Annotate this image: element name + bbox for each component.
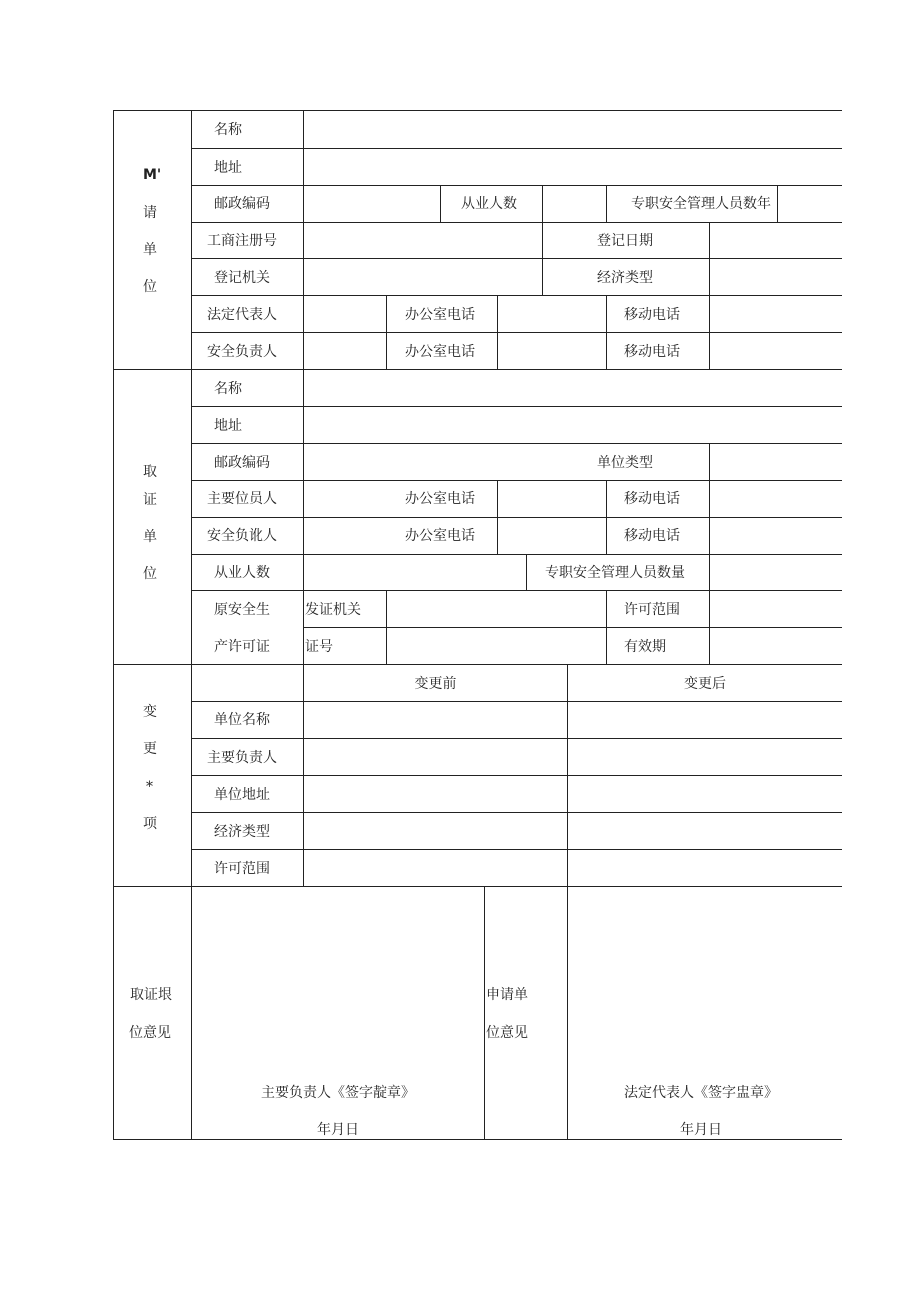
cert-unit-address-label: 地址 bbox=[214, 418, 242, 434]
cert-unit-staff-count-label: 从业人数 bbox=[214, 565, 270, 581]
cert-unit-opinion-label-2: 位意见 bbox=[129, 1025, 171, 1041]
applicant-safety-staff-years-label: 专职安全管理人员数年 bbox=[631, 196, 771, 212]
change-after-main-person[interactable] bbox=[568, 739, 842, 775]
rule bbox=[484, 886, 485, 1139]
cert-unit-mobile-2-value[interactable] bbox=[710, 518, 842, 554]
change-before-main-person[interactable] bbox=[304, 739, 567, 775]
applicant-office-phone-label: 办公室电话 bbox=[405, 307, 475, 323]
apply-unit-opinion-label-2: 位意见 bbox=[486, 1025, 528, 1041]
cert-unit-validity-label: 有效期 bbox=[624, 639, 666, 655]
rule bbox=[113, 1139, 842, 1140]
cert-unit-side-label-3: 单 bbox=[143, 529, 157, 545]
applicant-side-label-3: 单 bbox=[143, 242, 157, 258]
cert-unit-safety-staff-count-value[interactable] bbox=[710, 555, 842, 590]
cert-unit-mobile-label: 移动电话 bbox=[624, 491, 680, 507]
rule bbox=[113, 110, 114, 1140]
applicant-office-phone-2-label: 办公室电话 bbox=[405, 344, 475, 360]
cert-unit-date-label: 年月日 bbox=[317, 1122, 359, 1138]
legal-rep-signature-label: 法定代表人《签字盅章》 bbox=[624, 1085, 778, 1101]
applicant-economic-type-label: 经济类型 bbox=[597, 270, 653, 286]
applicant-name-value[interactable] bbox=[304, 111, 842, 148]
cert-unit-cert-no-value[interactable] bbox=[387, 628, 606, 664]
rule bbox=[606, 480, 607, 554]
cert-unit-cert-no-label: 证号 bbox=[305, 639, 333, 655]
applicant-side-label-4: 位 bbox=[143, 279, 157, 295]
cert-unit-permit-scope-value[interactable] bbox=[710, 591, 842, 627]
applicant-legal-rep-value[interactable] bbox=[304, 296, 386, 332]
applicant-mobile-value[interactable] bbox=[710, 296, 842, 332]
cert-unit-unit-type-value[interactable] bbox=[710, 444, 842, 480]
rule bbox=[606, 590, 607, 664]
cert-unit-office-phone-2-label: 办公室电话 bbox=[405, 528, 475, 544]
change-before-permit-scope[interactable] bbox=[304, 850, 567, 886]
rule bbox=[386, 295, 387, 369]
cert-unit-issuing-authority-value[interactable] bbox=[387, 591, 606, 627]
changes-row-label: 经济类型 bbox=[214, 824, 270, 840]
cert-unit-name-label: 名称 bbox=[214, 381, 242, 397]
applicant-economic-type-value[interactable] bbox=[710, 259, 842, 295]
applicant-mobile-2-value[interactable] bbox=[710, 333, 842, 369]
main-person-signature-label: 主要负责人《签字靛章》 bbox=[261, 1085, 415, 1101]
applicant-office-phone-2-value[interactable] bbox=[498, 333, 606, 369]
changes-side-label-1: 变 bbox=[143, 704, 157, 720]
cert-unit-office-phone-value[interactable] bbox=[498, 481, 606, 517]
cert-unit-orig-license-label-1: 原安全生 bbox=[214, 602, 270, 618]
cert-unit-side-label-1: 取 bbox=[143, 464, 157, 480]
apply-unit-opinion-label-1: 申请单 bbox=[486, 987, 528, 1003]
change-after-address[interactable] bbox=[568, 776, 842, 812]
cert-unit-safety-staff-count-label: 专职安全管理人员数量 bbox=[545, 565, 685, 581]
rule bbox=[542, 222, 543, 295]
changes-after-header: 变更后 bbox=[684, 676, 726, 692]
change-before-economic-type[interactable] bbox=[304, 813, 567, 849]
cert-unit-side-label-2: 证 bbox=[143, 492, 157, 508]
changes-row-label: 单位地址 bbox=[214, 787, 270, 803]
change-before-unit-name[interactable] bbox=[304, 702, 567, 738]
change-before-address[interactable] bbox=[304, 776, 567, 812]
changes-row-label: 单位名称 bbox=[214, 712, 270, 728]
cert-unit-unit-type-label: 单位类型 bbox=[597, 455, 653, 471]
cert-unit-opinion-label-1: 取证垠 bbox=[130, 987, 172, 1003]
applicant-office-phone-value[interactable] bbox=[498, 296, 606, 332]
applicant-safety-person-label: 安全负责人 bbox=[207, 344, 277, 360]
change-after-economic-type[interactable] bbox=[568, 813, 842, 849]
applicant-mobile-label: 移动电话 bbox=[624, 307, 680, 323]
cert-unit-address-value[interactable] bbox=[304, 407, 842, 443]
cert-unit-safety-person-label: 安全负讹人 bbox=[207, 528, 277, 544]
cert-unit-orig-license-label-2: 产许可证 bbox=[214, 639, 270, 655]
applicant-mobile-2-label: 移动电话 bbox=[624, 344, 680, 360]
cert-unit-mobile-2-label: 移动电话 bbox=[624, 528, 680, 544]
applicant-postcode-label: 邮政编码 bbox=[214, 196, 270, 212]
cert-unit-office-phone-label: 办公室电话 bbox=[405, 491, 475, 507]
cert-unit-validity-value[interactable] bbox=[710, 628, 842, 664]
applicant-safety-staff-years-value[interactable] bbox=[778, 186, 842, 222]
applicant-address-label: 地址 bbox=[214, 160, 242, 176]
changes-side-label-2: 更 bbox=[143, 741, 157, 757]
cert-unit-side-label-4: 位 bbox=[143, 566, 157, 582]
applicant-address-value[interactable] bbox=[304, 149, 842, 185]
applicant-name-label: 名称 bbox=[214, 122, 242, 138]
cert-unit-main-person-label: 主要位员人 bbox=[207, 491, 277, 507]
applicant-staff-count-value[interactable] bbox=[543, 186, 606, 222]
change-after-permit-scope[interactable] bbox=[568, 850, 842, 886]
change-after-unit-name[interactable] bbox=[568, 702, 842, 738]
changes-row-label: 主要负责人 bbox=[207, 750, 277, 766]
cert-unit-postcode-label: 邮政编码 bbox=[214, 455, 270, 471]
rule bbox=[526, 554, 527, 590]
cert-unit-office-phone-2-value[interactable] bbox=[498, 518, 606, 554]
cert-unit-issuing-authority-label: 发证机关 bbox=[305, 602, 361, 618]
changes-row-label: 许可范围 bbox=[214, 861, 270, 877]
cert-unit-staff-count-value[interactable] bbox=[304, 555, 526, 590]
changes-side-label-4: 项 bbox=[143, 816, 157, 832]
applicant-side-label-1: M' bbox=[143, 167, 162, 183]
cert-unit-permit-scope-label: 许可范围 bbox=[624, 602, 680, 618]
cert-unit-name-value[interactable] bbox=[304, 370, 842, 406]
rule bbox=[440, 185, 441, 222]
changes-side-label-3: * bbox=[146, 779, 153, 795]
rule bbox=[113, 664, 842, 665]
apply-unit-date-label: 年月日 bbox=[680, 1122, 722, 1138]
applicant-safety-person-value[interactable] bbox=[304, 333, 386, 369]
applicant-side-label-2: 请 bbox=[143, 205, 157, 221]
applicant-reg-date-value[interactable] bbox=[710, 223, 842, 258]
rule bbox=[606, 185, 607, 222]
applicant-reg-authority-label: 登记机关 bbox=[214, 270, 270, 286]
applicant-staff-count-label: 从业人数 bbox=[461, 196, 517, 212]
rule bbox=[606, 295, 607, 369]
applicant-reg-authority-value[interactable] bbox=[304, 259, 542, 295]
changes-before-header: 变更前 bbox=[414, 676, 457, 692]
applicant-reg-date-label: 登记日期 bbox=[597, 233, 653, 249]
applicant-business-reg-value[interactable] bbox=[304, 223, 542, 258]
applicant-business-reg-label: 工商注册号 bbox=[207, 233, 277, 249]
cert-unit-mobile-value[interactable] bbox=[710, 481, 842, 517]
rule bbox=[191, 185, 842, 186]
applicant-postcode-value[interactable] bbox=[304, 186, 440, 222]
applicant-legal-rep-label: 法定代表人 bbox=[207, 307, 277, 323]
